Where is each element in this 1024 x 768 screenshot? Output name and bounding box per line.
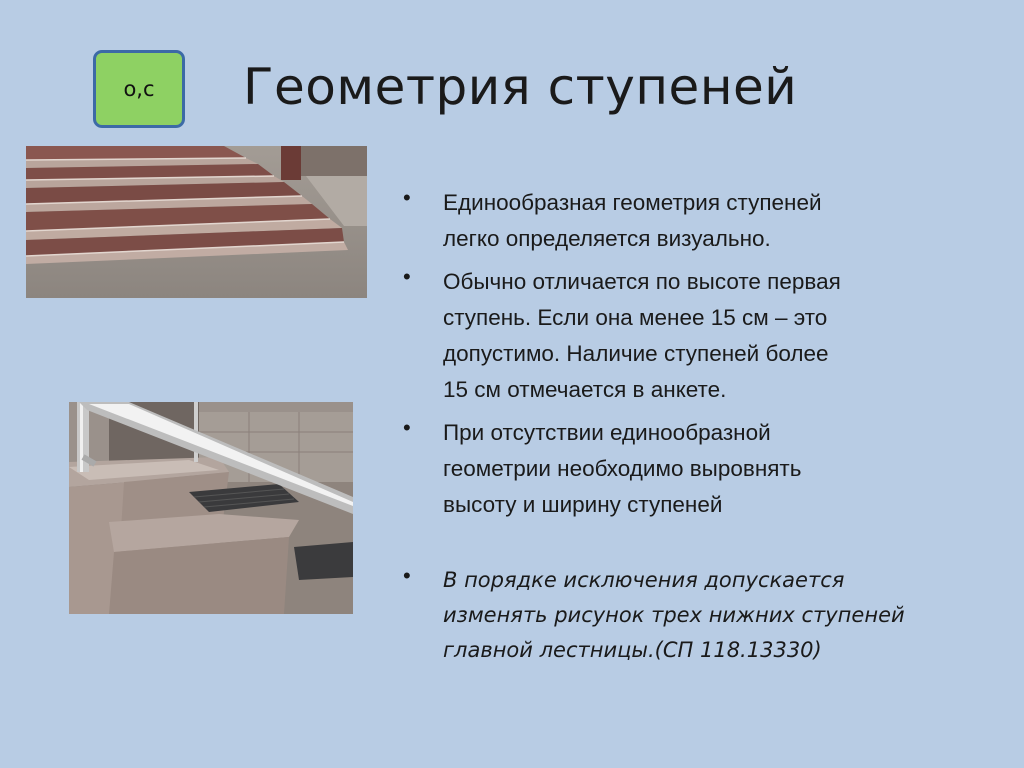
bullet-text-line: При отсутствии единообразной [443, 420, 771, 445]
bullet-text-line: изменять рисунок трех нижних ступеней [443, 603, 905, 627]
stairs-with-handrail-photo [69, 402, 353, 614]
bullet-text-line: 15 см отмечается в анкете. [443, 377, 727, 402]
bullet-item-italic [400, 563, 1000, 668]
bullet-item [400, 185, 1000, 257]
section-badge [93, 50, 185, 128]
bullet-text-line: высоту и ширину ступеней [443, 492, 723, 517]
bullet-text-line: ступень. Если она менее 15 см – это [443, 305, 828, 330]
bullet-text-line: легко определяется визуально. [443, 226, 771, 251]
bullet-text-line: главной лестницы.(СП 118.13330) [443, 638, 822, 662]
section-badge-label: о,с [123, 77, 155, 101]
bullet-item [400, 415, 1000, 523]
granite-stairs-photo [26, 146, 367, 298]
bullet-text-line: геометрии необходимо выровнять [443, 456, 802, 481]
bullet-item [400, 264, 1000, 408]
slide-title: Геометрия ступеней [243, 58, 798, 116]
bullet-list [400, 185, 1000, 668]
bullet-text-line: Обычно отличается по высоте первая [443, 269, 841, 294]
bullet-marker: • [403, 264, 411, 289]
bullet-text-line: В порядке исключения допускается [443, 568, 845, 592]
bullet-text-line: допустимо. Наличие ступеней более [443, 341, 829, 366]
bullet-marker: • [403, 563, 411, 588]
bullet-marker: • [403, 185, 411, 210]
bullet-text-line: Единообразная геометрия ступеней [443, 190, 822, 215]
bullet-marker: • [403, 415, 411, 440]
